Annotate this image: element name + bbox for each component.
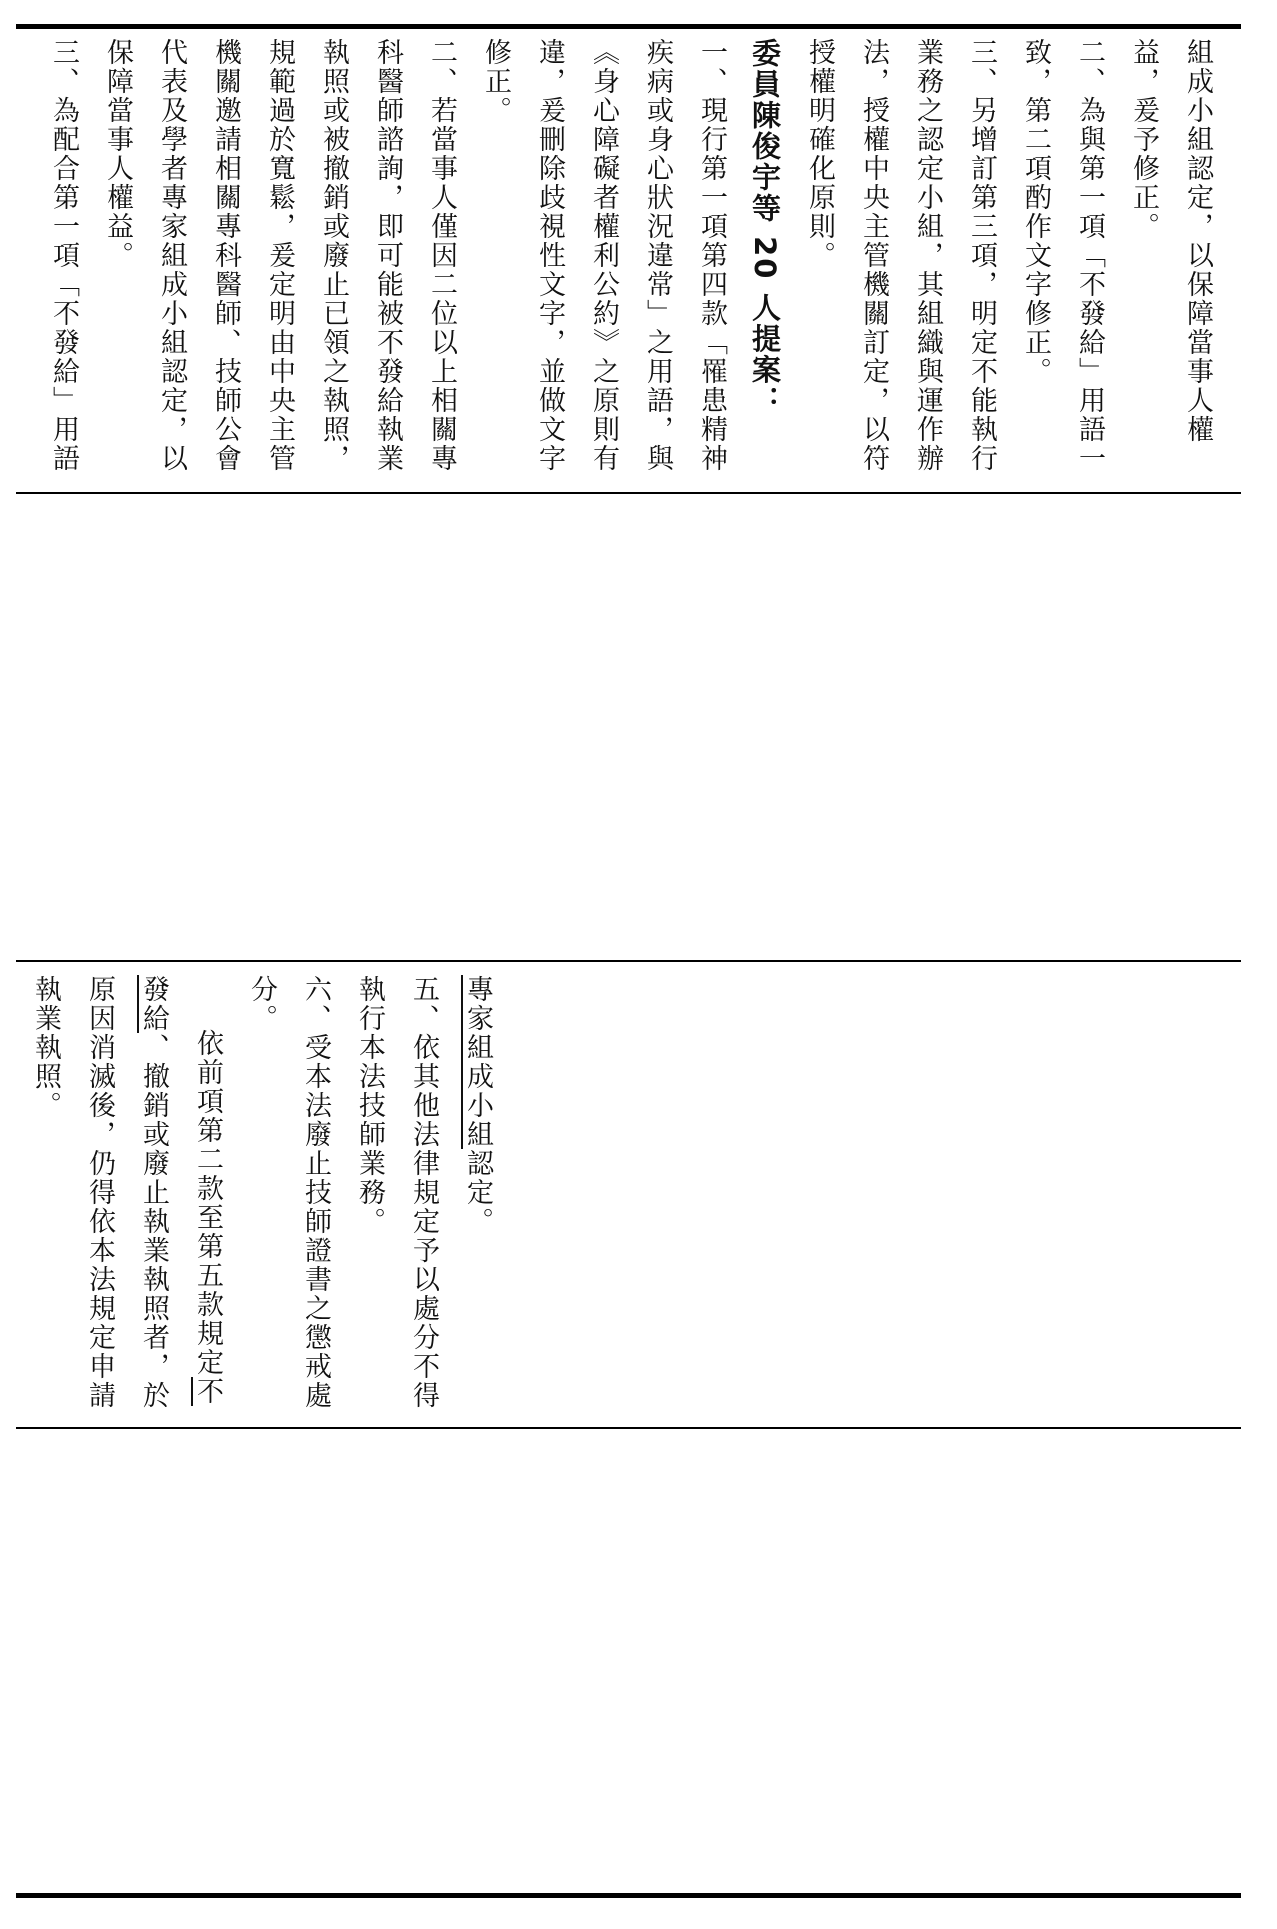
continued-text [450,975,504,1415]
item-number: 三、 [966,38,997,96]
underlined-amendment: 不發給 [138,975,223,1406]
upper-explanation-cell [34,38,1224,488]
top-rule [16,24,1241,29]
continued-suffix: 認定。 [462,1149,493,1236]
item-number: 二、 [426,38,457,96]
paragraph-suffix: 、撤銷或廢止執業執照者，於原因消滅後，仍得依本法規定申請執業執照。 [30,975,169,1410]
item-text: 另增訂第三項，明定不能執行業務之認定小組，其組織與運作辦法，授權中央主管機關訂定，以符授權明確化原則。 [804,38,997,473]
proposal-item-1 [468,38,738,488]
proposal-heading: 委員陳俊宇等 20 人提案： [748,38,782,417]
underlined-amendment: 專家組成小組 [462,975,493,1149]
lower-cell-bottom-rule [16,1427,1241,1429]
item-text: 若當事人僅因二位以上相關專科醫師諮詢，即可能被不發給執業執照或被撤銷或廢止已領之執照，規範過於寬鬆，爰定明由中央主管機關邀請相關專科醫師、技師公會代表及學者專家組成小組認定，以保障當事人權益。 [102,38,457,473]
item-number: 三、 [48,38,79,96]
proposal-item-2 [90,38,468,488]
article-paragraph [18,975,234,1415]
article-item-6 [234,975,342,1415]
item-number: 二、 [1074,38,1105,96]
lower-article-cell [30,975,504,1415]
item-text: 為配合第一項「不發給」用語 [48,96,79,473]
continued-text: 組成小組認定，以保障當事人權益，爰予修正。 [1128,38,1213,444]
item-number: 五、 [408,975,439,1033]
article-item-5 [342,975,450,1415]
item-text: 現行第一項第四款「罹患精神疾病或身心狀況違常」之用語，與《身心障礙者權利公約》之原則有違，爰刪除歧視性文字，並做文字修正。 [480,38,727,473]
explanation-item-2 [1008,38,1116,488]
proposal-item-3 [36,38,90,488]
item-number: 一、 [696,38,727,96]
bottom-rule [16,1893,1241,1898]
item-text: 依其他法律規定予以處分不得執行本法技師業務。 [354,975,439,1410]
item-text: 受本法廢止技師證書之懲戒處分。 [246,975,331,1410]
middle-rule [16,960,1241,962]
paragraph-prefix: 依前項第二款至第五款規定 [192,1029,223,1377]
item-number: 六、 [300,975,331,1033]
item-text: 為與第一項「不發給」用語一致，第二項酌作文字修正。 [1020,38,1105,473]
explanation-item-3 [792,38,1008,488]
upper-cell-bottom-rule [16,492,1241,494]
